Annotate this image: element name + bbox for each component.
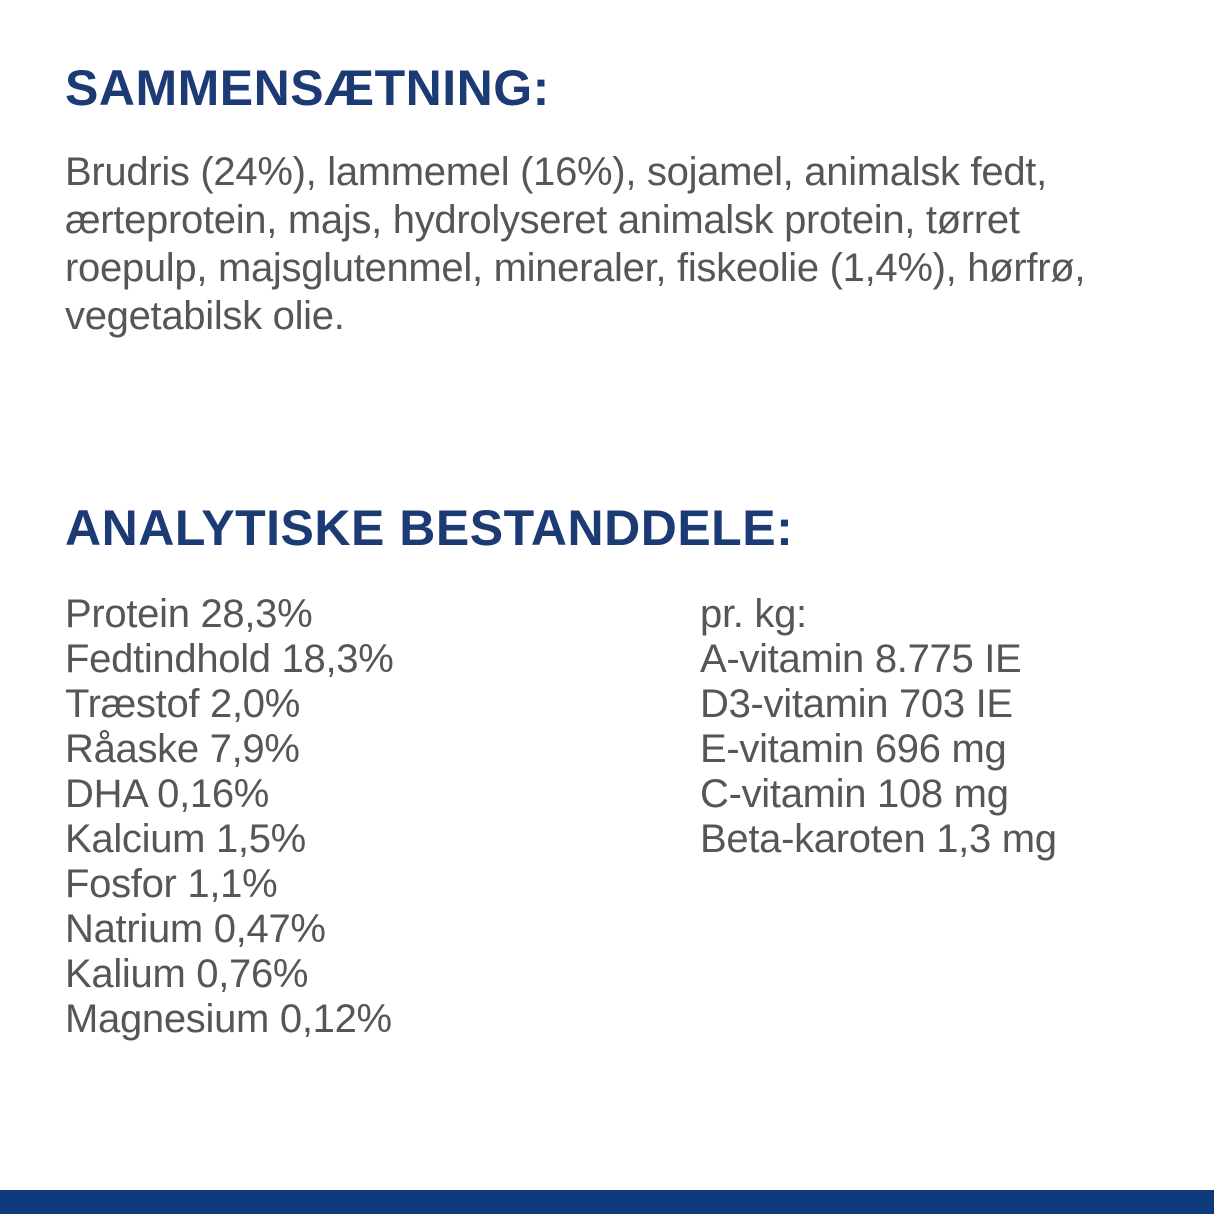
analyte-row: Træstof 2,0% xyxy=(65,682,300,726)
composition-ingredients-text: Brudris (24%), lammemel (16%), sojamel, animalsk fedt, ærteprotein, majs, hydrolyseret animalsk protein, tørret roepulp, majsglutenmel, mineraler, fiskeolie (1,4%), hørfrø, vegetabilsk olie. xyxy=(65,150,1086,338)
vitamin-row: Beta-karoten 1,3 mg xyxy=(700,817,1057,861)
analysis-left-column xyxy=(65,592,700,1042)
analyte-row: DHA 0,16% xyxy=(65,772,270,816)
vitamin-list xyxy=(700,637,1159,862)
analyte-row: Fosfor 1,1% xyxy=(65,862,278,906)
composition-heading: SAMMENSÆTNING: xyxy=(65,60,550,116)
analysis-columns xyxy=(65,592,1159,1042)
analyte-row: Råaske 7,9% xyxy=(65,727,300,771)
vitamin-row: C-vitamin 108 mg xyxy=(700,772,1009,816)
vitamin-row: E-vitamin 696 mg xyxy=(700,727,1007,771)
analyte-row: Magnesium 0,12% xyxy=(65,997,392,1041)
analytical-constituents-heading: ANALYTISKE BESTANDDELE: xyxy=(65,500,794,556)
analyte-row: Fedtindhold 18,3% xyxy=(65,637,394,681)
analyte-row: Kalcium 1,5% xyxy=(65,817,306,861)
analyte-row: Kalium 0,76% xyxy=(65,952,309,996)
vitamin-row: A-vitamin 8.775 IE xyxy=(700,637,1022,681)
analysis-right-column xyxy=(700,592,1159,1042)
vitamin-row: D3-vitamin 703 IE xyxy=(700,682,1013,726)
analyte-row: Natrium 0,47% xyxy=(65,907,326,951)
per-kg-label: pr. kg: xyxy=(700,592,807,636)
analyte-row: Protein 28,3% xyxy=(65,592,313,636)
bottom-brand-bar xyxy=(0,1190,1214,1214)
